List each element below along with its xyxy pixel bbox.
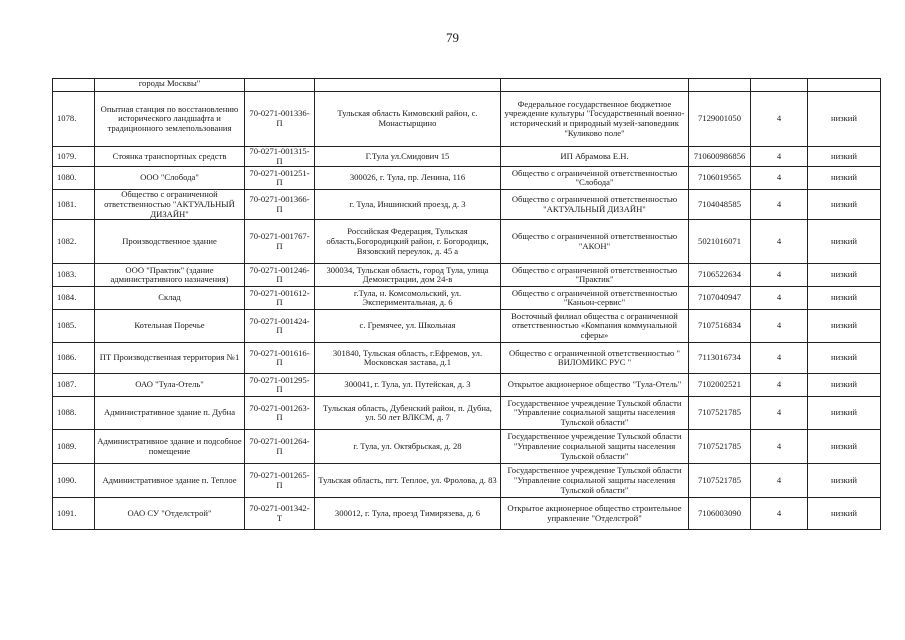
cell-category: 4 — [751, 464, 808, 498]
cell-num: 1089. — [53, 430, 95, 464]
cell-num — [53, 79, 95, 92]
cell-risk: низкий — [808, 287, 881, 310]
cell-address: Тульская область, пгт. Теплое, ул. Фролова, д. 83 — [315, 464, 501, 498]
cell-inn: 7106522634 — [689, 264, 751, 287]
cell-org: Государственное учреждение Тульской области "Управление социальной защиты населения Тульской области" — [501, 430, 689, 464]
cell-code: 70-0271-001295-П — [245, 374, 315, 397]
cell-name: Административное здание п. Дубна — [95, 397, 245, 430]
registry-table — [52, 78, 881, 530]
cell-risk: низкий — [808, 430, 881, 464]
cell-risk: низкий — [808, 190, 881, 220]
cell-risk: низкий — [808, 264, 881, 287]
cell-code: 70-0271-001342-Т — [245, 498, 315, 530]
cell-category: 4 — [751, 264, 808, 287]
cell-code: 70-0271-001264-П — [245, 430, 315, 464]
cell-code: 70-0271-001315-П — [245, 147, 315, 167]
registry-rows — [53, 79, 881, 530]
table-row — [53, 343, 881, 374]
cell-org: Государственное учреждение Тульской области "Управление социальной защиты населения Тульской области" — [501, 464, 689, 498]
cell-category: 4 — [751, 220, 808, 264]
cell-code: 70-0271-001612-П — [245, 287, 315, 310]
cell-inn: 7113016734 — [689, 343, 751, 374]
cell-name: Производственное здание — [95, 220, 245, 264]
cell-num: 1083. — [53, 264, 95, 287]
table-row — [53, 92, 881, 147]
table-row — [53, 374, 881, 397]
cell-name: Стоянка транспортных средств — [95, 147, 245, 167]
cell-risk: низкий — [808, 167, 881, 190]
cell-risk: низкий — [808, 374, 881, 397]
cell-code: 70-0271-001251-П — [245, 167, 315, 190]
cell-risk: низкий — [808, 92, 881, 147]
table-row — [53, 498, 881, 530]
cell-inn: 7129001050 — [689, 92, 751, 147]
cell-risk: низкий — [808, 464, 881, 498]
cell-address: 300026, г. Тула, пр. Ленина, 116 — [315, 167, 501, 190]
cell-address: 300041, г. Тула, ул. Путейская, д. 3 — [315, 374, 501, 397]
cell-code — [245, 79, 315, 92]
cell-risk: низкий — [808, 343, 881, 374]
table-row — [53, 430, 881, 464]
cell-name: ООО "Практик" (здание административного назначения) — [95, 264, 245, 287]
page-number: 79 — [446, 30, 459, 45]
cell-code: 70-0271-001424-П — [245, 310, 315, 343]
cell-org: Общество с ограниченной ответственностью "Слобода" — [501, 167, 689, 190]
cell-name: ООО "Слобода" — [95, 167, 245, 190]
cell-num: 1086. — [53, 343, 95, 374]
cell-address: 300012, г. Тула, проезд Тимирязева, д. 6 — [315, 498, 501, 530]
cell-num: 1078. — [53, 92, 95, 147]
cell-code: 70-0271-001366-П — [245, 190, 315, 220]
table-row — [53, 190, 881, 220]
table-row — [53, 287, 881, 310]
cell-address: Г.Тула ул.Смидович 15 — [315, 147, 501, 167]
cell-inn: 7106003090 — [689, 498, 751, 530]
cell-category: 4 — [751, 92, 808, 147]
cell-inn: 710600986856 — [689, 147, 751, 167]
table-row — [53, 310, 881, 343]
table-row — [53, 264, 881, 287]
cell-risk: низкий — [808, 310, 881, 343]
cell-num: 1088. — [53, 397, 95, 430]
cell-category: 4 — [751, 287, 808, 310]
cell-inn: 7107521785 — [689, 464, 751, 498]
cell-num: 1091. — [53, 498, 95, 530]
cell-org: Общество с ограниченной ответственностью " ВИЛОМИКС РУС " — [501, 343, 689, 374]
cell-inn: 7106019565 — [689, 167, 751, 190]
cell-address: Тульская область Кимовский район, с. Монастырщино — [315, 92, 501, 147]
cell-address: г. Тула, Иншинский проезд, д. 3 — [315, 190, 501, 220]
cell-name: Опытная станция по восстановлению исторического ландшафта и традиционного землепользования — [95, 92, 245, 147]
cell-inn: 7104048585 — [689, 190, 751, 220]
cell-num: 1085. — [53, 310, 95, 343]
cell-org: Общество с ограниченной ответственностью "Практик" — [501, 264, 689, 287]
cell-inn: 7102002521 — [689, 374, 751, 397]
cell-num: 1090. — [53, 464, 95, 498]
cell-code: 70-0271-001767-П — [245, 220, 315, 264]
cell-inn — [689, 79, 751, 92]
cell-org: Общество с ограниченной ответственностью "Каньон-сервис" — [501, 287, 689, 310]
cell-address: 301840, Тульская область, г.Ефремов, ул. Московская застава, д.1 — [315, 343, 501, 374]
cell-inn: 7107521785 — [689, 430, 751, 464]
cell-num: 1087. — [53, 374, 95, 397]
table-row — [53, 220, 881, 264]
cell-address — [315, 79, 501, 92]
cell-org: Государственное учреждение Тульской области "Управление социальной защиты населения Тульской области" — [501, 397, 689, 430]
cell-num: 1080. — [53, 167, 95, 190]
cell-name: городы Москвы" — [95, 79, 245, 92]
cell-num: 1079. — [53, 147, 95, 167]
cell-code: 70-0271-001616-П — [245, 343, 315, 374]
cell-address: Российская Федерация, Тульская область,Богородицкий район, г. Богородицк, Вязовский переулок, д. 45 а — [315, 220, 501, 264]
cell-category: 4 — [751, 374, 808, 397]
cell-name: Котельная Поречье — [95, 310, 245, 343]
table-row — [53, 464, 881, 498]
cell-category: 4 — [751, 310, 808, 343]
cell-address: г.Тула, н. Комсомольский, ул. Экспериментальная, д. 6 — [315, 287, 501, 310]
cell-code: 70-0271-001246-П — [245, 264, 315, 287]
cell-org: Федеральное государственное бюджетное учреждение культуры "Государственный военно-исторический и природный музей-заповедник "Куликово поле" — [501, 92, 689, 147]
cell-num: 1084. — [53, 287, 95, 310]
cell-category: 4 — [751, 430, 808, 464]
cell-org — [501, 79, 689, 92]
cell-inn: 7107516834 — [689, 310, 751, 343]
cell-org: Восточный филиал общества с ограниченной ответственностью «Компания коммунальной сферы» — [501, 310, 689, 343]
cell-name: Склад — [95, 287, 245, 310]
cell-name: Административное здание и подсобное помещение — [95, 430, 245, 464]
table-row — [53, 167, 881, 190]
cell-num: 1082. — [53, 220, 95, 264]
cell-risk: низкий — [808, 498, 881, 530]
cell-code: 70-0271-001336-П — [245, 92, 315, 147]
cell-risk: низкий — [808, 397, 881, 430]
cell-category — [751, 79, 808, 92]
cell-name: ОАО "Тула-Отель" — [95, 374, 245, 397]
cell-code: 70-0271-001263-П — [245, 397, 315, 430]
cell-org: Открытое акционерное общество строительное управление "Отделстрой" — [501, 498, 689, 530]
cell-address: г. Тула, ул. Октябрьская, д. 28 — [315, 430, 501, 464]
cell-org: Открытое акционерное общество "Тула-Отель" — [501, 374, 689, 397]
cell-risk: низкий — [808, 220, 881, 264]
continuation-row — [53, 79, 881, 92]
cell-category: 4 — [751, 167, 808, 190]
cell-risk — [808, 79, 881, 92]
cell-category: 4 — [751, 498, 808, 530]
cell-name: ОАО СУ "Отделстрой" — [95, 498, 245, 530]
cell-org: Общество с ограниченной ответственностью "АКТУАЛЬНЫЙ ДИЗАЙН" — [501, 190, 689, 220]
cell-code: 70-0271-001265-П — [245, 464, 315, 498]
cell-name: Административное здание п. Теплое — [95, 464, 245, 498]
cell-org: Общество с ограниченной ответственностью "АКОН" — [501, 220, 689, 264]
cell-category: 4 — [751, 147, 808, 167]
cell-address: с. Гремячее, ул. Школьная — [315, 310, 501, 343]
cell-risk: низкий — [808, 147, 881, 167]
cell-category: 4 — [751, 190, 808, 220]
table-row — [53, 147, 881, 167]
cell-category: 4 — [751, 343, 808, 374]
cell-category: 4 — [751, 397, 808, 430]
cell-inn: 7107040947 — [689, 287, 751, 310]
cell-org: ИП Абрамова Е.Н. — [501, 147, 689, 167]
cell-name: Общество с ограниченной ответственностью "АКТУАЛЬНЫЙ ДИЗАЙН" — [95, 190, 245, 220]
cell-address: Тульская область, Дубенский район, п. Дубна, ул. 50 лет ВЛКСМ, д. 7 — [315, 397, 501, 430]
table-row — [53, 397, 881, 430]
cell-name: ПТ Производственная территория №1 — [95, 343, 245, 374]
cell-num: 1081. — [53, 190, 95, 220]
cell-inn: 5021016071 — [689, 220, 751, 264]
cell-inn: 7107521785 — [689, 397, 751, 430]
cell-address: 300034, Тульская область, город Тула, улица Демонстрации, дом 24-в — [315, 264, 501, 287]
